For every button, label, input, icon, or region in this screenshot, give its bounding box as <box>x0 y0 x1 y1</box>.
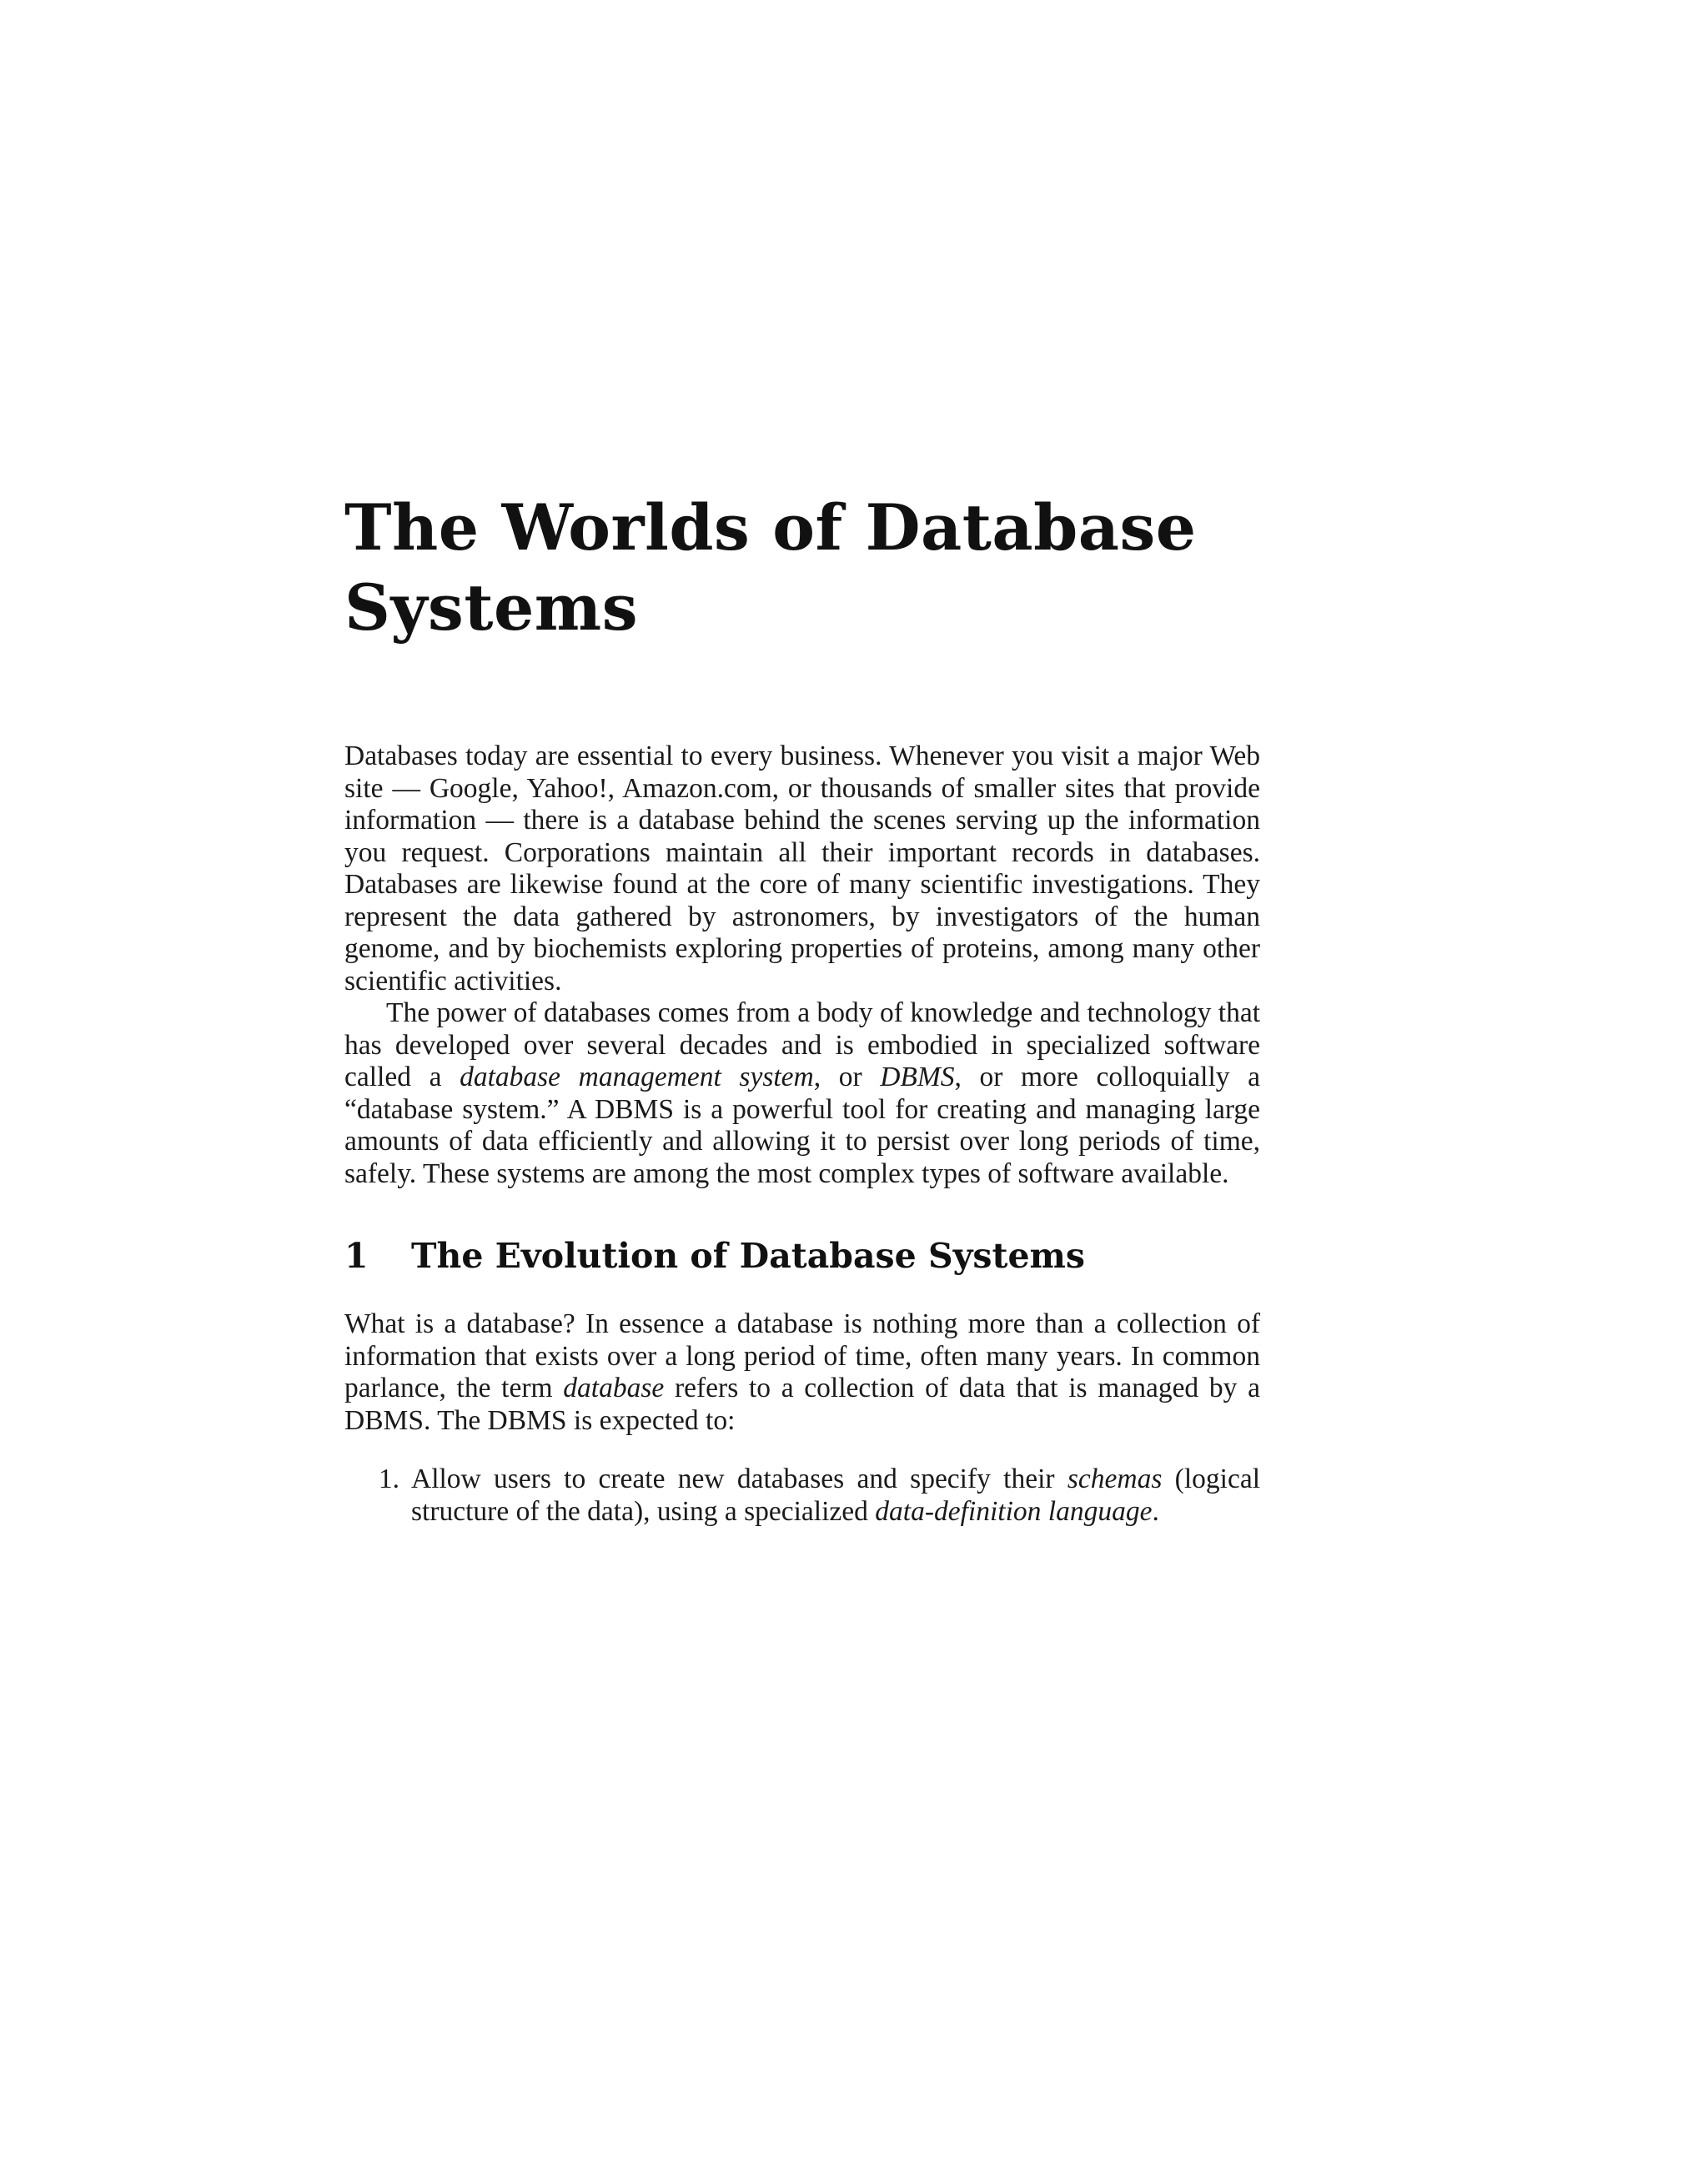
chapter-title: The Worlds of Database Systems <box>344 490 1197 645</box>
list-item-text <box>411 1464 1260 1528</box>
text-span: What is a database? In essence a database is nothing more than a collection of information that exists over a long period of time, often many years. In common parlance, the term <box>344 1308 1260 1403</box>
text-span: (logical structure of the data), using a specialized <box>411 1464 1260 1527</box>
section-title: The Evolution of Database Systems <box>411 1236 1085 1276</box>
emphasis-term: database <box>563 1373 665 1403</box>
section-paragraph-1 <box>344 1308 1260 1437</box>
intro-paragraph-1: Databases today are essential to every business. Whenever you visit a major Web site — Google, Yahoo!, Amazon.com, or thousands of smaller sites that provide information — there is a database behind the scenes serving up the information you request. Corporations maintain all their important records in databases. Databases are likewise found at the core of many scientific investigations. They represent the data gathered by astronomers, by investigators of the human genome, and by biochemists exploring properties of proteins, among many other scientific activities. <box>344 741 1260 997</box>
list-item <box>344 1464 1260 1528</box>
text-span: refers to a collection of data that is managed by a DBMS. The DBMS is expected to: <box>344 1373 1260 1436</box>
emphasis-term: data-definition language <box>875 1495 1153 1527</box>
list-marker: 1. <box>378 1464 399 1494</box>
intro-paragraph-2 <box>344 997 1260 1190</box>
text-span: . <box>1152 1495 1159 1527</box>
emphasis-term: DBMS <box>880 1062 955 1092</box>
intro-text <box>344 741 1260 1190</box>
numbered-list <box>344 1464 1260 1528</box>
text-span: , or <box>813 1062 881 1092</box>
text-span: , or more colloquially a “database system.” A DBMS is a powerful tool for creating and managing large amounts of data efficiently and allowing it to persist over long periods of time, safely. These systems are among the most complex types of software available. <box>344 1062 1260 1189</box>
emphasis-term: schemas <box>1067 1464 1163 1494</box>
section-number: 1 <box>344 1236 369 1276</box>
emphasis-term: database management system <box>460 1062 814 1092</box>
section-heading <box>344 1234 1260 1278</box>
text-span: The power of databases comes from a body of knowledge and technology that has developed over several decades and is embodied in specialized software called a <box>344 997 1260 1092</box>
text-span: Allow users to create new databases and specify their <box>411 1464 1068 1494</box>
